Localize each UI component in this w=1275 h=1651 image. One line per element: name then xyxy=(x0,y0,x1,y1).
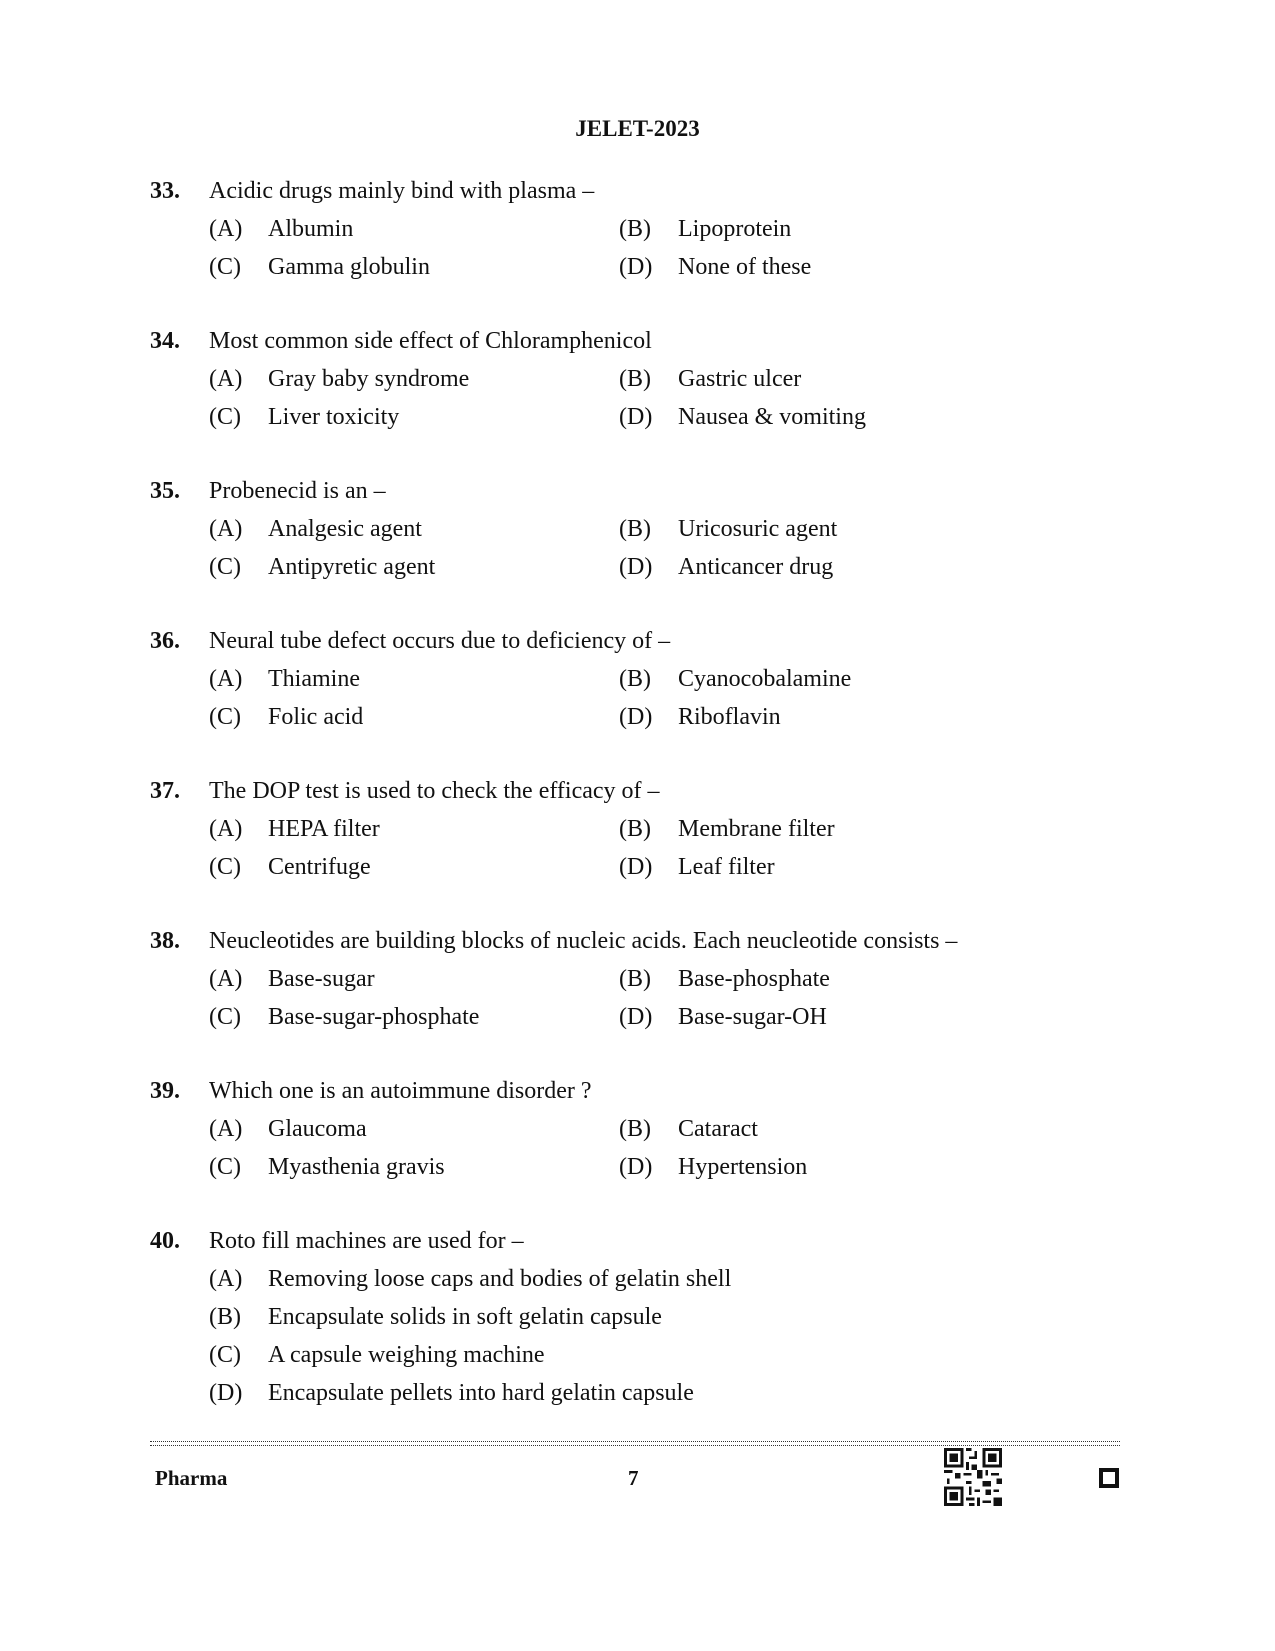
option-d: (D) Leaf filter xyxy=(619,854,775,880)
question-37 xyxy=(0,772,1275,886)
page-title: JELET-2023 xyxy=(575,116,700,141)
option-a: (A) Removing loose caps and bodies of gelatin shell xyxy=(209,1266,732,1292)
qr-code-icon xyxy=(944,1448,1002,1506)
question-text: Roto fill machines are used for – xyxy=(209,1228,524,1254)
question-40 xyxy=(0,1222,1275,1412)
question-number: 37. xyxy=(150,778,180,804)
question-list xyxy=(0,172,1275,1448)
question-38 xyxy=(0,922,1275,1036)
option-b: (B) Base-phosphate xyxy=(619,966,830,992)
option-b: (B) Cataract xyxy=(619,1116,758,1142)
subject-label: Pharma xyxy=(155,1466,228,1490)
option-c: (C) Liver toxicity xyxy=(209,404,400,430)
option-b: (B) Encapsulate solids in soft gelatin capsule xyxy=(209,1304,662,1330)
option-d: (D) Base-sugar-OH xyxy=(619,1004,827,1030)
option-d: (D) Riboflavin xyxy=(619,704,781,730)
option-b: (B) Cyanocobalamine xyxy=(619,666,852,692)
question-text: Neucleotides are building blocks of nucleic acids. Each neucleotide consists – xyxy=(209,928,958,954)
page-number: 7 xyxy=(628,1466,639,1490)
option-d: (D) Hypertension xyxy=(619,1154,808,1180)
question-number: 40. xyxy=(150,1228,180,1254)
option-a: (A) Analgesic agent xyxy=(209,516,422,542)
option-a: (A) HEPA filter xyxy=(209,816,380,842)
question-39 xyxy=(0,1072,1275,1186)
option-a: (A) Glaucoma xyxy=(209,1116,367,1142)
question-number: 34. xyxy=(150,328,180,354)
question-text: Neural tube defect occurs due to deficiency of – xyxy=(209,628,671,654)
question-number: 33. xyxy=(150,178,180,204)
option-d: (D) Encapsulate pellets into hard gelatin capsule xyxy=(209,1380,694,1406)
question-text: Acidic drugs mainly bind with plasma – xyxy=(209,178,595,204)
option-b: (B) Gastric ulcer xyxy=(619,366,802,392)
question-text: The DOP test is used to check the efficacy of – xyxy=(209,778,660,804)
question-36 xyxy=(0,622,1275,736)
question-34 xyxy=(0,322,1275,436)
option-c: (C) Folic acid xyxy=(209,704,364,730)
footer-divider xyxy=(150,1441,1120,1446)
option-b: (B) Uricosuric agent xyxy=(619,516,838,542)
option-a: (A) Gray baby syndrome xyxy=(209,366,470,392)
option-a: (A) Base-sugar xyxy=(209,966,375,992)
option-c: (C) Base-sugar-phosphate xyxy=(209,1004,480,1030)
option-a: (A) Albumin xyxy=(209,216,354,242)
option-a: (A) Thiamine xyxy=(209,666,360,692)
question-text: Which one is an autoimmune disorder ? xyxy=(209,1078,592,1104)
question-number: 38. xyxy=(150,928,180,954)
option-c: (C) Myasthenia gravis xyxy=(209,1154,445,1180)
option-c: (C) A capsule weighing machine xyxy=(209,1342,545,1368)
option-c: (C) Antipyretic agent xyxy=(209,554,436,580)
question-number: 39. xyxy=(150,1078,180,1104)
option-d: (D) None of these xyxy=(619,254,812,280)
option-c: (C) Gamma globulin xyxy=(209,254,430,280)
square-marker-icon xyxy=(1099,1468,1119,1488)
option-d: (D) Anticancer drug xyxy=(619,554,834,580)
question-text: Most common side effect of Chloramphenicol xyxy=(209,328,652,354)
option-b: (B) Lipoprotein xyxy=(619,216,792,242)
question-35 xyxy=(0,472,1275,586)
option-b: (B) Membrane filter xyxy=(619,816,835,842)
question-number: 36. xyxy=(150,628,180,654)
option-c: (C) Centrifuge xyxy=(209,854,371,880)
question-text: Probenecid is an – xyxy=(209,478,386,504)
option-d: (D) Nausea & vomiting xyxy=(619,404,866,430)
question-number: 35. xyxy=(150,478,180,504)
question-33 xyxy=(0,172,1275,286)
